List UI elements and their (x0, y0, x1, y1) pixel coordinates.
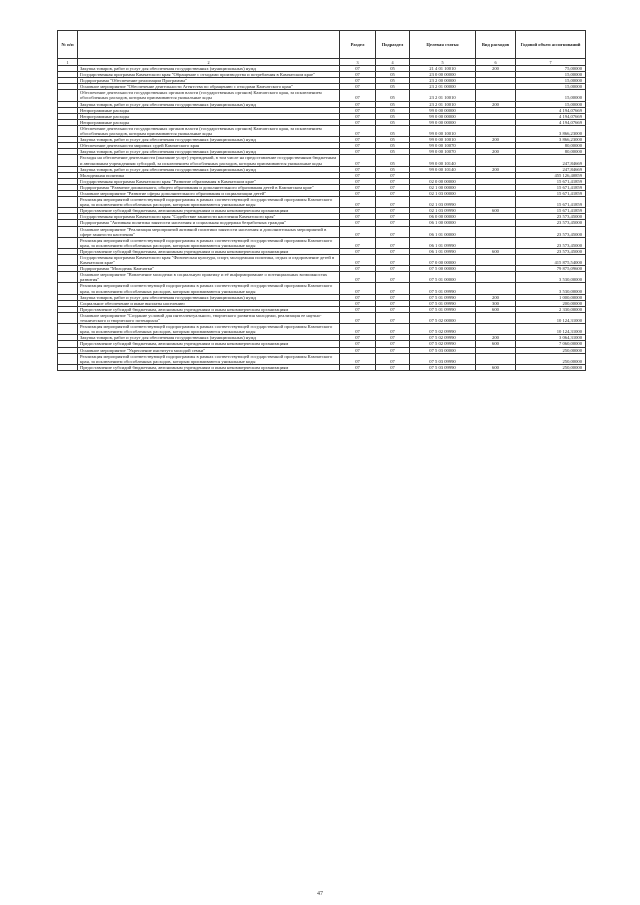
row-amount: 3 530,00000 (516, 283, 586, 294)
header-num: № п/п (58, 31, 78, 59)
row-section: 07 (340, 237, 376, 248)
row-target-code: 99 0 00 00000 (410, 113, 476, 119)
row-target-code: 02 1 03 09990 (410, 197, 476, 208)
row-section: 07 (340, 66, 376, 72)
row-expense-type: 600 (476, 341, 516, 347)
row-target-code: 23 0 00 00000 (410, 72, 476, 78)
row-subsection: 07 (376, 214, 410, 220)
row-name: Обеспечение деятельности государственных органов власти (государственных органов) Камчатского края, за исключением обособленных расходов, которым присваиваются уникальные коды (78, 90, 340, 101)
table-row (58, 197, 586, 208)
row-subsection: 07 (376, 335, 410, 341)
row-subsection: 05 (376, 155, 410, 166)
row-target-code: 07 5 01 09990 (410, 306, 476, 312)
row-number (58, 155, 78, 166)
row-name: Предоставление субсидий бюджетным, автономным учреждениям и иным некоммерческим организациям (78, 306, 340, 312)
row-name: Непрограммные расходы (78, 107, 340, 113)
row-target-code: 07 5 00 00000 (410, 266, 476, 272)
row-amount: 23 573,45000 (516, 214, 586, 220)
table-row (58, 125, 586, 136)
row-number (58, 90, 78, 101)
row-number (58, 364, 78, 370)
row-target-code: 23 2 01 10010 (410, 101, 476, 107)
row-target-code: 07 0 00 00000 (410, 255, 476, 266)
row-expense-type (476, 197, 516, 208)
row-amount: 80,00000 (516, 149, 586, 155)
row-target-code: 06 1 01 09990 (410, 237, 476, 248)
row-expense-type (476, 272, 516, 283)
row-name: Обеспечение деятельности государственных органов власти (государственных органов) Камчатского края, за исключением обособленных расходов, которым присваиваются уникальные коды (78, 125, 340, 136)
row-section: 07 (340, 197, 376, 208)
row-number (58, 197, 78, 208)
row-section: 07 (340, 184, 376, 190)
row-section: 07 (340, 266, 376, 272)
row-expense-type (476, 155, 516, 166)
column-number: 5 (410, 59, 476, 66)
row-subsection: 05 (376, 137, 410, 143)
row-name: Закупка товаров, работ и услуг для обеспечения государственных (муниципальных) нужд (78, 137, 340, 143)
row-subsection: 07 (376, 300, 410, 306)
row-name: Подпрограмма "Молодежь Камчатки" (78, 266, 340, 272)
row-amount: 23 573,45000 (516, 220, 586, 226)
row-target-code: 02 1 03 00000 (410, 190, 476, 196)
row-name: Предоставление субсидий бюджетным, автономным учреждениям и иным некоммерческим организациям (78, 341, 340, 347)
row-section: 07 (340, 113, 376, 119)
row-target-code: 06 1 01 00000 (410, 226, 476, 237)
row-amount: 247,84669 (516, 166, 586, 172)
row-subsection: 07 (376, 353, 410, 364)
row-amount: 1 000,00000 (516, 294, 586, 300)
row-subsection: 05 (376, 78, 410, 84)
row-subsection: 05 (376, 66, 410, 72)
table-row (58, 272, 586, 283)
row-target-code: 99 0 00 10070 (410, 143, 476, 149)
row-target-code: 99 0 00 00000 (410, 119, 476, 125)
row-name: Закупка товаров, работ и услуг для обеспечения государственных (муниципальных) нужд (78, 101, 340, 107)
table-header-row (58, 31, 586, 59)
row-target-code: 07 5 03 00000 (410, 347, 476, 353)
row-amount: 23 573,45000 (516, 237, 586, 248)
row-subsection: 05 (376, 149, 410, 155)
row-section: 07 (340, 90, 376, 101)
table-row (58, 226, 586, 237)
row-subsection: 07 (376, 294, 410, 300)
row-target-code: 07 5 03 09990 (410, 364, 476, 370)
row-amount: 15,00000 (516, 101, 586, 107)
table-row (58, 353, 586, 364)
row-section: 07 (340, 107, 376, 113)
row-section: 07 (340, 312, 376, 323)
row-name: Закупка товаров, работ и услуг для обеспечения государственных (муниципальных) нужд (78, 294, 340, 300)
row-section: 07 (340, 226, 376, 237)
row-name: Государственная программа Камчатского края "Содействие занятости населения Камчатского края" (78, 214, 340, 220)
budget-table (57, 30, 586, 371)
row-section: 07 (340, 125, 376, 136)
row-subsection: 07 (376, 255, 410, 266)
row-target-code: 07 5 02 00000 (410, 312, 476, 323)
row-subsection: 07 (376, 220, 410, 226)
row-subsection: 05 (376, 72, 410, 78)
row-subsection: 07 (376, 190, 410, 196)
row-amount: 250,00000 (516, 347, 586, 353)
row-amount: 75,00000 (516, 66, 586, 72)
column-number: 3 (340, 59, 376, 66)
table-row (58, 364, 586, 370)
row-target-code: 99 0 00 00000 (410, 107, 476, 113)
row-target-code: 07 5 02 09990 (410, 324, 476, 335)
row-name: Подпрограмма "Развитие дошкольного, общего образования и дополнительного образования детей в Камчатском крае" (78, 184, 340, 190)
row-target-code: 07 5 02 09990 (410, 341, 476, 347)
row-number (58, 237, 78, 248)
row-amount: 15,00000 (516, 84, 586, 90)
row-expense-type: 200 (476, 149, 516, 155)
row-name: Молодежная политика (78, 172, 340, 178)
row-name: Предоставление субсидий бюджетным, автономным учреждениям и иным некоммерческим организациям (78, 248, 340, 254)
row-name: Основное мероприятие "Обеспечение деятельности Агентства по обращению с отходами Камчатского края" (78, 84, 340, 90)
row-target-code: 99 0 00 10140 (410, 166, 476, 172)
row-name: Непрограммные расходы (78, 119, 340, 125)
row-target-code: 07 5 03 09990 (410, 353, 476, 364)
header-name (78, 31, 340, 59)
row-name: Основное мероприятие "Укрепление института молодой семьи" (78, 347, 340, 353)
row-section: 07 (340, 294, 376, 300)
row-target-code: 99 0 00 10070 (410, 149, 476, 155)
row-amount: 3 866,23000 (516, 125, 586, 136)
row-section: 07 (340, 155, 376, 166)
row-expense-type: 200 (476, 101, 516, 107)
row-number (58, 226, 78, 237)
row-subsection: 05 (376, 84, 410, 90)
row-subsection: 05 (376, 125, 410, 136)
row-name: Реализация мероприятий соответствующей подпрограммы в рамках соответствующей государственной программы Камчатского края, за исключением обособленных расходов, которым присваиваются уникальные коды (78, 353, 340, 364)
row-subsection: 05 (376, 113, 410, 119)
row-name: Государственная программа Камчатского края "Обращение с отходами производства и потребления в Камчатском крае" (78, 72, 340, 78)
column-numbering-row (58, 59, 586, 66)
row-subsection: 05 (376, 90, 410, 101)
row-expense-type (476, 125, 516, 136)
row-amount: 15,00000 (516, 72, 586, 78)
row-expense-type: 600 (476, 306, 516, 312)
row-amount: 250,00000 (516, 353, 586, 364)
row-amount: 250,00000 (516, 364, 586, 370)
row-section: 07 (340, 255, 376, 266)
row-name: Подпрограмма "Обеспечение реализации Программы" (78, 78, 340, 84)
row-subsection: 07 (376, 178, 410, 184)
row-subsection: 07 (376, 272, 410, 283)
row-name: Основное мероприятие "Создание условий для интеллектуального, творческого развития молодежи, реализация ее научно-технического и творческого потенциала" (78, 312, 340, 323)
row-target-code: 07 5 02 09990 (410, 335, 476, 341)
column-number: 6 (476, 59, 516, 66)
row-amount: 23 573,45000 (516, 226, 586, 237)
row-target-code: 99 0 00 10010 (410, 125, 476, 136)
row-amount: 2 330,00000 (516, 306, 586, 312)
row-name: Основное мероприятие "Развитие сферы дополнительного образования и социализации детей" (78, 190, 340, 196)
row-amount: 4 194,07669 (516, 113, 586, 119)
row-target-code: 23 2 00 00000 (410, 78, 476, 84)
row-subsection: 07 (376, 306, 410, 312)
row-amount: 79 875,09600 (516, 266, 586, 272)
row-subsection: 07 (376, 347, 410, 353)
row-name: Социальное обеспечение и иные выплаты населению (78, 300, 340, 306)
row-amount: 3 064,31000 (516, 335, 586, 341)
row-subsection: 07 (376, 364, 410, 370)
row-subsection: 07 (376, 324, 410, 335)
row-amount: 10 124,31000 (516, 324, 586, 335)
row-subsection: 05 (376, 101, 410, 107)
row-expense-type (476, 255, 516, 266)
row-amount: 15 671,41859 (516, 190, 586, 196)
column-number: 2 (78, 59, 340, 66)
row-target-code: 23 2 01 00000 (410, 84, 476, 90)
row-subsection: 07 (376, 248, 410, 254)
row-section: 07 (340, 324, 376, 335)
row-section: 07 (340, 347, 376, 353)
row-name: Основное мероприятие "Реализация мероприятий активной политики занятости населения и дополнительных мероприятий в сфере занятости населения" (78, 226, 340, 237)
row-section: 07 (340, 364, 376, 370)
header-section: Раздел (340, 31, 376, 59)
row-section: 07 (340, 78, 376, 84)
row-name: Государственная программа Камчатского края "Физическая культура, спорт, молодежная политика, отдых и оздоровление детей в Камчатском крае" (78, 255, 340, 266)
header-expense-type: Вид расходов (476, 31, 516, 59)
row-section: 07 (340, 353, 376, 364)
row-amount: 10 124,31000 (516, 312, 586, 323)
row-number (58, 272, 78, 283)
row-section: 07 (340, 143, 376, 149)
table-row (58, 283, 586, 294)
row-expense-type (476, 312, 516, 323)
row-name: Подпрограмма "Активная политика занятости населения и социальная поддержка безработных граждан" (78, 220, 340, 226)
row-number (58, 125, 78, 136)
row-subsection: 07 (376, 283, 410, 294)
row-section: 07 (340, 172, 376, 178)
row-section: 07 (340, 335, 376, 341)
row-section: 07 (340, 149, 376, 155)
row-number (58, 324, 78, 335)
row-subsection: 07 (376, 172, 410, 178)
row-name: Непрограммные расходы (78, 113, 340, 119)
row-subsection: 05 (376, 119, 410, 125)
row-subsection: 07 (376, 237, 410, 248)
row-section: 07 (340, 306, 376, 312)
row-section: 07 (340, 84, 376, 90)
row-amount: 4 194,07669 (516, 107, 586, 113)
row-name: Предоставление субсидий бюджетным, автономным учреждениям и иным некоммерческим организациям (78, 364, 340, 370)
row-name: Государственная программа Камчатского края "Развитие образования в Камчатском крае" (78, 178, 340, 184)
table-row (58, 237, 586, 248)
table-row (58, 324, 586, 335)
row-section: 07 (340, 283, 376, 294)
row-subsection: 07 (376, 312, 410, 323)
row-amount: 3 866,23000 (516, 137, 586, 143)
row-subsection: 05 (376, 143, 410, 149)
row-name: Закупка товаров, работ и услуг для обеспечения государственных (муниципальных) нужд (78, 66, 340, 72)
row-section: 07 (340, 341, 376, 347)
column-number: 1 (58, 59, 78, 66)
row-subsection: 07 (376, 341, 410, 347)
row-amount: 15,00000 (516, 78, 586, 84)
row-section: 07 (340, 137, 376, 143)
header-amount: Годовой объем ассигнований (516, 31, 586, 59)
table-row (58, 312, 586, 323)
row-expense-type (476, 283, 516, 294)
row-amount: 15 671,41859 (516, 197, 586, 208)
row-target-code: 07 5 01 09990 (410, 300, 476, 306)
row-expense-type: 200 (476, 166, 516, 172)
row-name: Реализация мероприятий соответствующей подпрограммы в рамках соответствующей государственной программы Камчатского края, за исключением обособленных расходов, которым присваиваются уникальные коды (78, 283, 340, 294)
row-subsection: 05 (376, 107, 410, 113)
row-amount: 15 671,41859 (516, 184, 586, 190)
row-subsection: 07 (376, 197, 410, 208)
row-expense-type: 200 (476, 66, 516, 72)
row-name: Расходы на обеспечение деятельности (оказание услуг) учреждений, в том числе на предоставление государственным бюджетным и автономным учреждениям субсидий, за исключением обособленных расходов, которым присваиваются уникальные коды (78, 155, 340, 166)
row-number (58, 283, 78, 294)
row-section: 07 (340, 119, 376, 125)
row-amount: 247,84669 (516, 155, 586, 166)
row-section: 07 (340, 166, 376, 172)
row-expense-type: 600 (476, 208, 516, 214)
row-section: 07 (340, 101, 376, 107)
row-expense-type: 600 (476, 248, 516, 254)
table-row (58, 155, 586, 166)
row-name: Реализация мероприятий соответствующей подпрограммы в рамках соответствующей государственной программы Камчатского края, за исключением обособленных расходов, которым присваиваются уникальные коды (78, 324, 340, 335)
row-target-code: 02 0 00 00000 (410, 178, 476, 184)
row-number (58, 353, 78, 364)
row-target-code: 21 4 01 10010 (410, 66, 476, 72)
row-name: Реализация мероприятий соответствующей подпрограммы в рамках соответствующей государственной программы Камчатского края, за исключением обособленных расходов, которым присваиваются уникальные коды (78, 237, 340, 248)
row-target-code: 99 0 00 10010 (410, 137, 476, 143)
row-section: 07 (340, 248, 376, 254)
row-name: Закупка товаров, работ и услуг для обеспечения государственных (муниципальных) нужд (78, 149, 340, 155)
row-section: 07 (340, 190, 376, 196)
table-row (58, 90, 586, 101)
row-name: Обеспечение деятельности мировых судей Камчатского края (78, 143, 340, 149)
column-number: 4 (376, 59, 410, 66)
row-section: 07 (340, 208, 376, 214)
row-amount: 4 194,07669 (516, 119, 586, 125)
row-target-code: 07 5 01 09990 (410, 283, 476, 294)
row-target-code: 07 5 01 00000 (410, 272, 476, 283)
row-amount: 3 530,00000 (516, 272, 586, 283)
row-section: 07 (340, 272, 376, 283)
row-section: 07 (340, 220, 376, 226)
row-subsection: 07 (376, 266, 410, 272)
row-name: Закупка товаров, работ и услуг для обеспечения государственных (муниципальных) нужд (78, 166, 340, 172)
row-amount: 15 671,41859 (516, 178, 586, 184)
row-expense-type: 300 (476, 300, 516, 306)
row-expense-type (476, 237, 516, 248)
column-number: 7 (516, 59, 586, 66)
table-row (58, 255, 586, 266)
row-expense-type: 200 (476, 335, 516, 341)
row-amount: 15 671,41859 (516, 208, 586, 214)
row-name: Закупка товаров, работ и услуг для обеспечения государственных (муниципальных) нужд (78, 335, 340, 341)
row-number (58, 255, 78, 266)
row-target-code: 02 1 03 09990 (410, 208, 476, 214)
row-subsection: 05 (376, 166, 410, 172)
row-amount: 15,00000 (516, 90, 586, 101)
row-expense-type (476, 90, 516, 101)
row-amount: 23 573,45000 (516, 248, 586, 254)
header-subsection: Подраздел (376, 31, 410, 59)
row-section: 07 (340, 214, 376, 220)
row-amount: 200,00000 (516, 300, 586, 306)
row-expense-type: 600 (476, 364, 516, 370)
row-section: 07 (340, 300, 376, 306)
page-number: 47 (317, 891, 323, 897)
row-section: 07 (340, 72, 376, 78)
row-target-code: 06 1 00 00000 (410, 220, 476, 226)
row-amount: 7 060,00000 (516, 341, 586, 347)
row-target-code: 23 2 01 10010 (410, 90, 476, 101)
row-target-code: 07 5 01 09990 (410, 294, 476, 300)
row-name: Предоставление субсидий бюджетным, автономным учреждениям и иным некоммерческим организациям (78, 208, 340, 214)
row-expense-type (476, 226, 516, 237)
row-amount: 415 875,54000 (516, 255, 586, 266)
row-target-code: 06 1 01 09990 (410, 248, 476, 254)
row-section: 07 (340, 178, 376, 184)
row-number (58, 312, 78, 323)
row-expense-type: 200 (476, 137, 516, 143)
budget-sheet (57, 30, 585, 371)
row-target-code: 99 0 00 10140 (410, 155, 476, 166)
row-subsection: 07 (376, 184, 410, 190)
row-amount: 80,00000 (516, 143, 586, 149)
header-target: Целевая статья (410, 31, 476, 59)
row-target-code: 06 0 00 00000 (410, 214, 476, 220)
row-subsection: 07 (376, 208, 410, 214)
row-subsection: 07 (376, 226, 410, 237)
row-expense-type (476, 353, 516, 364)
row-amount: 455 126,40859 (516, 172, 586, 178)
row-name: Основное мероприятие "Вовлечение молодежи в социальную практику и её информирование о потенциальных возможностях развития" (78, 272, 340, 283)
row-target-code: 02 1 00 00000 (410, 184, 476, 190)
row-name: Реализация мероприятий соответствующей подпрограммы в рамках соответствующей государственной программы Камчатского края, за исключением обособленных расходов, которым присваиваются уникальные коды (78, 197, 340, 208)
row-expense-type: 200 (476, 294, 516, 300)
row-expense-type (476, 324, 516, 335)
